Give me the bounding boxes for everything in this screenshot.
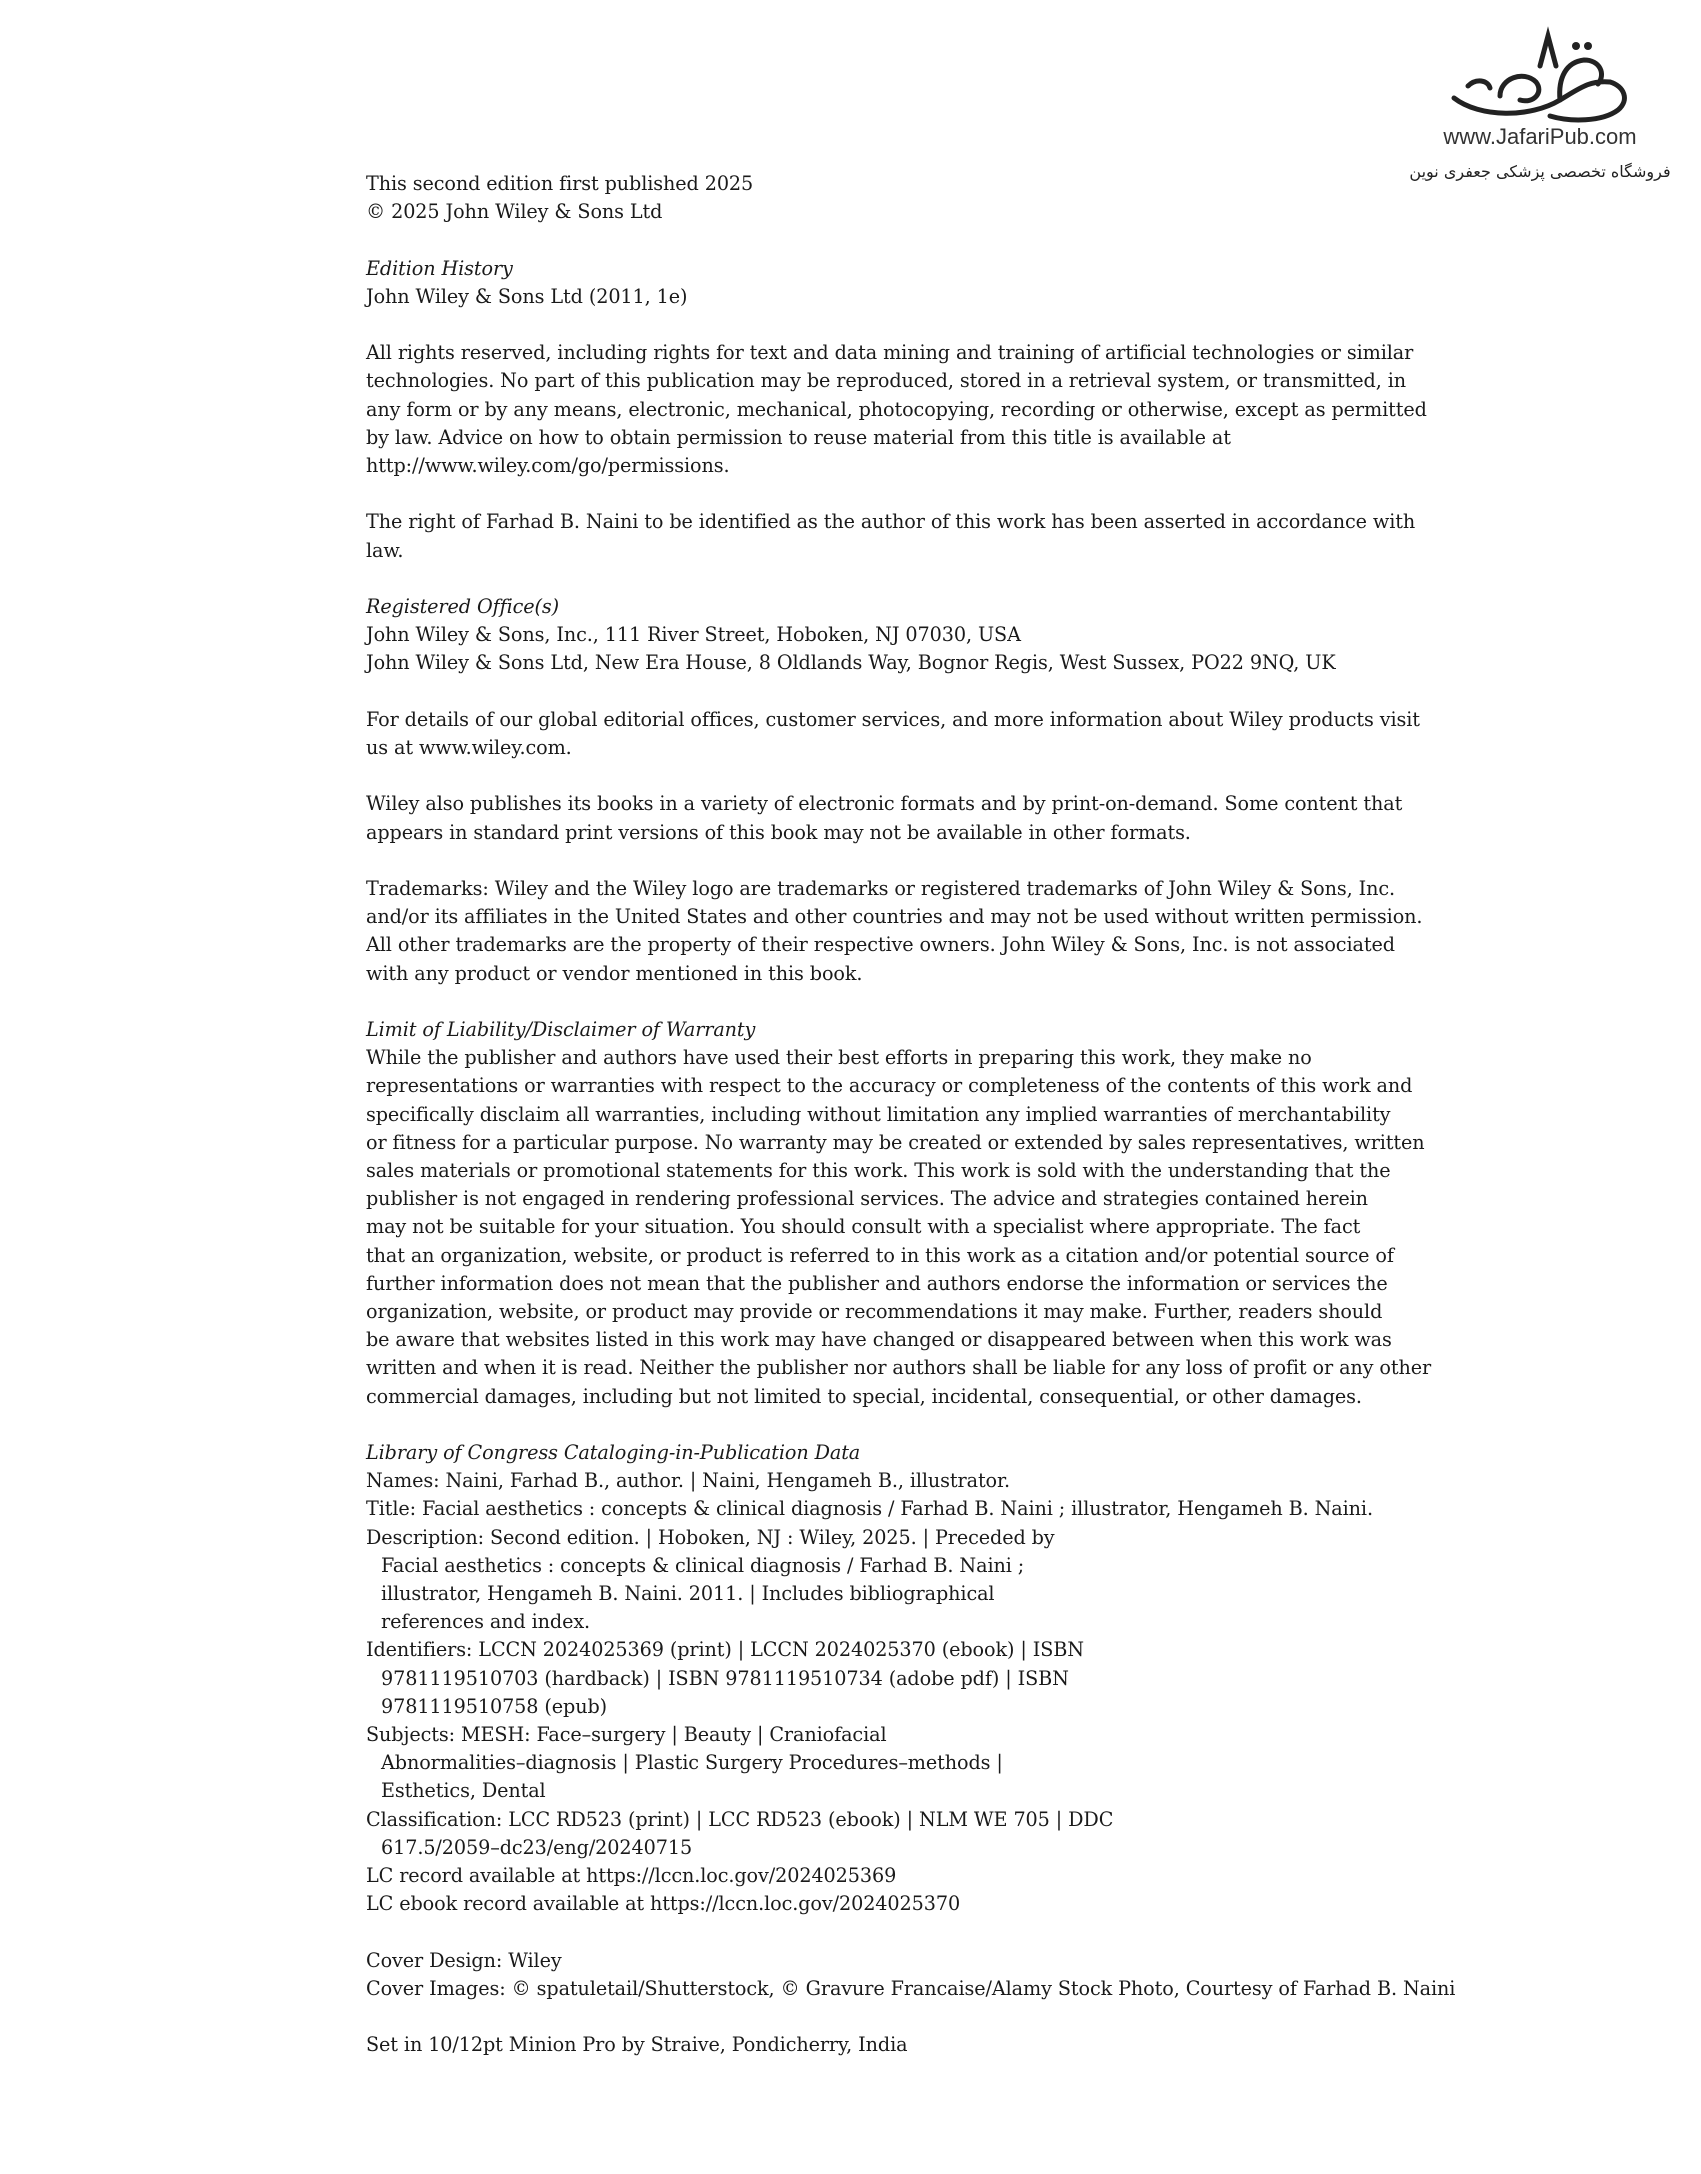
- details-line: For details of our global editorial offices, customer services, and more information about Wiley products visit: [366, 707, 1420, 731]
- formats-line: appears in standard print versions of this book may not be available in other formats.: [366, 820, 1191, 844]
- office-address: John Wiley & Sons Ltd, New Era House, 8 Oldlands Way, Bognor Regis, West Sussex, PO22 9NQ, UK: [366, 651, 1336, 675]
- publisher-watermark: [1400, 26, 1680, 196]
- watermark-url: www.JafariPub.com: [1443, 124, 1637, 149]
- details-line: us at www.wiley.com.: [366, 735, 572, 759]
- cip-identifiers: 9781119510703 (hardback) | ISBN 9781119510734 (adobe pdf) | ISBN: [381, 1666, 1069, 1690]
- rights-paragraph: [366, 339, 1427, 480]
- rights-line: http://www.wiley.com/go/permissions.: [366, 454, 730, 477]
- formats-line: Wiley also publishes its books in a variety of electronic formats and by print-on-demand. Some content that: [366, 792, 1403, 816]
- author-right-paragraph: [366, 508, 1416, 564]
- liability-line: be aware that websites listed in this work may have changed or disappeared between when this work was: [366, 1328, 1392, 1352]
- liability-line: further information does not mean that the publisher and authors endorse the information or services the: [366, 1271, 1388, 1295]
- office-address: John Wiley & Sons, Inc., 111 River Street, Hoboken, NJ 07030, USA: [366, 623, 1021, 647]
- liability-line: may not be suitable for your situation. You should consult with a specialist where appropriate. The fact: [366, 1215, 1361, 1239]
- cip-title: Title: Facial aesthetics : concepts & clinical diagnosis / Farhad B. Naini ; illustrator, Hengameh B. Naini.: [366, 1497, 1373, 1521]
- copyright-line: © 2025 John Wiley & Sons Ltd: [366, 200, 663, 224]
- registered-office-heading: Registered Office(s): [366, 594, 560, 618]
- cip-heading: Library of Congress Cataloging-in-Publication Data: [366, 1441, 861, 1464]
- author-right-line: The right of Farhad B. Naini to be identified as the author of this work has been asserted in accordance with: [366, 510, 1416, 534]
- watermark-caption: فروشگاه تخصصی پزشکی جعفری نوین: [1409, 162, 1671, 181]
- cip-description: Facial aesthetics : concepts & clinical diagnosis / Farhad B. Naini ;: [381, 1553, 1025, 1577]
- trademarks-line: Trademarks: Wiley and the Wiley logo are trademarks or registered trademarks of John Wiley & Sons, Inc.: [366, 876, 1395, 900]
- typeset-block: [366, 2031, 1376, 2059]
- edition-history-block: [366, 255, 1376, 311]
- trademarks-line: and/or its affiliates in the United States and other countries and may not be used without written permission.: [366, 905, 1423, 929]
- rights-line: technologies. No part of this publication may be reproduced, stored in a retrieval system, or transmitted, in: [366, 369, 1407, 393]
- cip-names: Names: Naini, Farhad B., author. | Naini, Hengameh B., illustrator.: [366, 1469, 1010, 1493]
- liability-block: [366, 1016, 1432, 1411]
- typeset-line: Set in 10/12pt Minion Pro by Straive, Pondicherry, India: [366, 2033, 908, 2057]
- rights-line: by law. Advice on how to obtain permission to reuse material from this title is available at: [366, 425, 1231, 449]
- rights-line: any form or by any means, electronic, mechanical, photocopying, recording or otherwise, except as permitted: [366, 397, 1427, 421]
- trademarks-line: with any product or vendor mentioned in this book.: [366, 961, 863, 985]
- liability-line: organization, website, or product may provide or recommendations it may make. Further, readers should: [366, 1300, 1383, 1323]
- cip-lc-ebook-record: LC ebook record available at https://lccn.loc.gov/2024025370: [366, 1892, 961, 1916]
- cover-design: Cover Design: Wiley: [366, 1948, 562, 1972]
- author-right-line: law.: [366, 538, 404, 562]
- cip-subjects: Esthetics, Dental: [381, 1779, 546, 1803]
- cip-lc-record: LC record available at https://lccn.loc.gov/2024025369: [366, 1864, 897, 1888]
- first-published-line: This second edition first published 2025: [366, 172, 754, 195]
- cip-description: Description: Second edition. | Hoboken, NJ : Wiley, 2025. | Preceded by: [366, 1525, 1055, 1549]
- cip-identifiers: 9781119510758 (epub): [381, 1694, 608, 1718]
- liability-heading: Limit of Liability/Disclaimer of Warranty: [366, 1017, 756, 1041]
- cip-classification: 617.5/2059–dc23/eng/20240715: [381, 1835, 693, 1859]
- cip-subjects: Abnormalities–diagnosis | Plastic Surgery Procedures–methods |: [381, 1751, 1003, 1775]
- liability-line: While the publisher and authors have used their best efforts in preparing this work, they make no: [366, 1046, 1312, 1070]
- cip-subjects: Subjects: MESH: Face–surgery | Beauty | Craniofacial: [366, 1723, 887, 1747]
- cip-block: [366, 1439, 1376, 1918]
- cip-description: references and index.: [381, 1610, 591, 1634]
- liability-line: specifically disclaim all warranties, including without limitation any implied warranties of merchantability: [366, 1102, 1391, 1126]
- trademarks-paragraph: [366, 875, 1423, 988]
- liability-line: publisher is not engaged in rendering professional services. The advice and strategies contained herein: [366, 1187, 1368, 1211]
- cip-classification: Classification: LCC RD523 (print) | LCC RD523 (ebook) | NLM WE 705 | DDC: [366, 1807, 1114, 1831]
- formats-paragraph: [366, 790, 1403, 846]
- liability-line: that an organization, website, or product is referred to in this work as a citation and/or potential source of: [366, 1243, 1394, 1267]
- cip-identifiers: Identifiers: LCCN 2024025369 (print) | LCCN 2024025370 (ebook) | ISBN: [366, 1638, 1084, 1662]
- liability-line: written and when it is read. Neither the publisher nor authors shall be liable for any loss of profit or any other: [366, 1356, 1432, 1380]
- edition-history-line: John Wiley & Sons Ltd (2011, 1e): [366, 284, 688, 308]
- liability-line: representations or warranties with respect to the accuracy or completeness of the contents of this work and: [366, 1074, 1413, 1098]
- copyright-page: [366, 170, 1456, 2088]
- cover-images: Cover Images: © spatuletail/Shutterstock, © Gravure Francaise/Alamy Stock Photo, Courtesy of Farhad B. Naini: [366, 1976, 1456, 2000]
- edition-history-heading: Edition History: [366, 256, 513, 280]
- rights-line: All rights reserved, including rights for text and data mining and training of artificial technologies or similar: [366, 341, 1414, 365]
- liability-line: sales materials or promotional statements for this work. This work is sold with the understanding that the: [366, 1158, 1391, 1182]
- cover-block: [366, 1947, 1456, 2003]
- liability-line: commercial damages, including but not limited to special, incidental, consequential, or other damages.: [366, 1384, 1362, 1408]
- details-paragraph: [366, 706, 1420, 762]
- liability-line: or fitness for a particular purpose. No warranty may be created or extended by sales representatives, written: [366, 1130, 1425, 1154]
- trademarks-line: All other trademarks are the property of their respective owners. John Wiley & Sons, Inc. is not associated: [366, 933, 1395, 957]
- registered-office-block: [366, 593, 1376, 678]
- copyright-block: [366, 170, 1376, 226]
- cip-description: illustrator, Hengameh B. Naini. 2011. | Includes bibliographical: [381, 1582, 995, 1606]
- jafari-logo-icon: [1440, 26, 1640, 126]
